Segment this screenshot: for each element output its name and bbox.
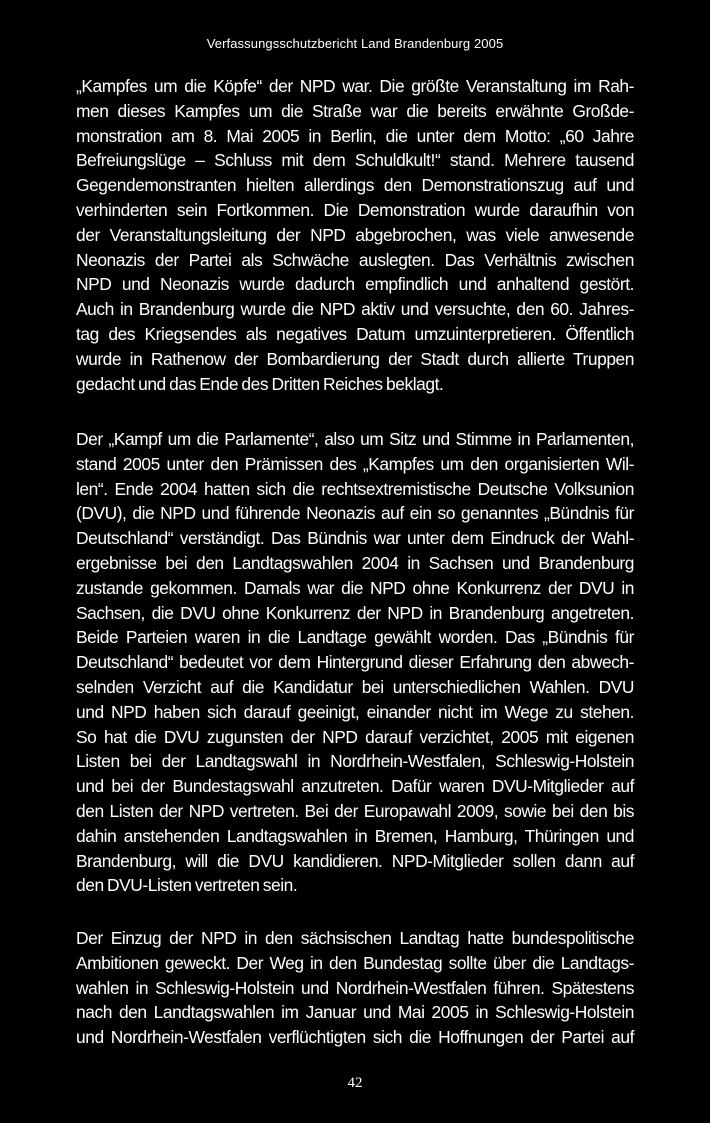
- text-line: Der Einzug der NPD in den sächsischen Landtag hatte bundespolitische: [76, 928, 634, 948]
- text-line: Deutschland“ verständigt. Das Bündnis war unter dem Eindruck der Wahl-: [76, 528, 634, 549]
- text-line: Deutschland“ bedeutet vor dem Hintergrund dieser Erfahrung den abwech-: [76, 652, 634, 673]
- text-line: men dieses Kampfes um die Straße war die bereits erwähnte Großde-: [76, 100, 634, 121]
- text-line: NPD und Neonazis wurde dadurch empfindlich und anhaltend gestört.: [76, 274, 634, 295]
- text-line: stand 2005 unter den Prämissen des „Kampfes um den organisierten Wil-: [76, 453, 634, 474]
- text-line: und bei der Bundestagswahl anzutreten. Dafür waren DVU-Mitglieder auf: [76, 776, 634, 797]
- text-line: (DVU), die NPD und führende Neonazis auf ein so genanntes „Bündnis für: [76, 503, 634, 524]
- text-line: Auch in Brandenburg wurde die NPD aktiv und versuchte, den 60. Jahres-: [76, 299, 634, 320]
- text-line: Sachsen, die DVU ohne Konkurrenz der NPD in Brandenburg angetreten.: [76, 602, 634, 623]
- body-paragraph-3: [76, 926, 634, 1050]
- text-line: wahlen in Schleswig-Holstein und Nordrhein-Westfalen führen. Spätestens: [76, 977, 634, 998]
- text-line: wurde in Rathenow der Bombardierung der Stadt durch allierte Truppen: [76, 348, 634, 369]
- paragraph-text: [76, 427, 634, 898]
- text-line: Brandenburg, will die DVU kandidieren. NPD-Mitglieder sollen dann auf: [76, 850, 634, 871]
- text-line: den Listen der NPD vertreten. Bei der Europawahl 2009, sowie bei den bis: [76, 800, 634, 821]
- text-line: und NPD haben sich darauf geeinigt, einander nicht im Wege zu stehen.: [76, 701, 634, 722]
- text-line: und Nordrhein-Westfalen verflüchtigten sich die Hoffnungen der Partei auf: [76, 1027, 634, 1048]
- text-line: Ambitionen geweckt. Der Weg in den Bundestag sollte über die Landtags-: [76, 952, 634, 973]
- text-line: So hat die DVU zugunsten der NPD darauf verzichtet, 2005 mit eigenen: [76, 726, 634, 747]
- text-line: Listen bei der Landtagswahl in Nordrhein-Westfalen, Schleswig-Holstein: [76, 751, 634, 772]
- text-line: zustande gekommen. Damals war die NPD ohne Konkurrenz der DVU in: [76, 577, 634, 598]
- text-line: verhinderten sein Fortkommen. Die Demonstration wurde daraufhin von: [76, 199, 634, 220]
- page-number: 42: [347, 1075, 363, 1091]
- text-line: Beide Parteien waren in die Landtage gewählt worden. Das „Bündnis für: [76, 627, 634, 648]
- text-line: der Veranstaltungsleitung der NPD abgebrochen, was viele anwesende: [76, 224, 634, 245]
- body-paragraph-1: [76, 74, 634, 396]
- text-line: Gegendemonstranten hielten allerdings den Demonstrationszug auf und: [76, 175, 634, 196]
- text-line: monstration am 8. Mai 2005 in Berlin, die unter dem Motto: „60 Jahre: [76, 125, 634, 146]
- running-header: Verfassungsschutzbericht Land Brandenburg 2005: [206, 36, 504, 51]
- paragraph-text: [76, 926, 634, 1050]
- text-line: Der „Kampf um die Parlamente“, also um Sitz und Stimme in Parlamenten,: [76, 429, 634, 449]
- text-line: nach den Landtagswahlen im Januar und Mai 2005 in Schleswig-Holstein: [76, 1002, 634, 1023]
- body-paragraph-2: [76, 427, 634, 898]
- text-line: ergebnisse bei den Landtagswahlen 2004 in Sachsen und Brandenburg: [76, 552, 634, 573]
- text-line: dahin anstehenden Landtagswahlen in Bremen, Hamburg, Thüringen und: [76, 825, 634, 846]
- text-line: Befreiungslüge – Schluss mit dem Schuldkult!“ stand. Mehrere tausend: [76, 150, 634, 171]
- text-line: Neonazis der Partei als Schwäche auslegten. Das Verhältnis zwischen: [76, 249, 634, 270]
- text-line: tag des Kriegsendes als negatives Datum umzuinterpretieren. Öffentlich: [76, 323, 634, 344]
- text-line: „Kampfes um die Köpfe“ der NPD war. Die größte Veranstaltung im Rah-: [76, 76, 634, 96]
- text-line: selnden Verzicht auf die Kandidatur bei unterschiedlichen Wahlen. DVU: [76, 676, 634, 697]
- text-line: den DVU-Listen vertreten sein.: [76, 875, 298, 896]
- text-line: len“. Ende 2004 hatten sich die rechtsextremistische Deutsche Volksunion: [76, 478, 634, 499]
- text-line: gedacht und das Ende des Dritten Reiches beklagt.: [76, 373, 444, 394]
- paragraph-text: [76, 74, 634, 396]
